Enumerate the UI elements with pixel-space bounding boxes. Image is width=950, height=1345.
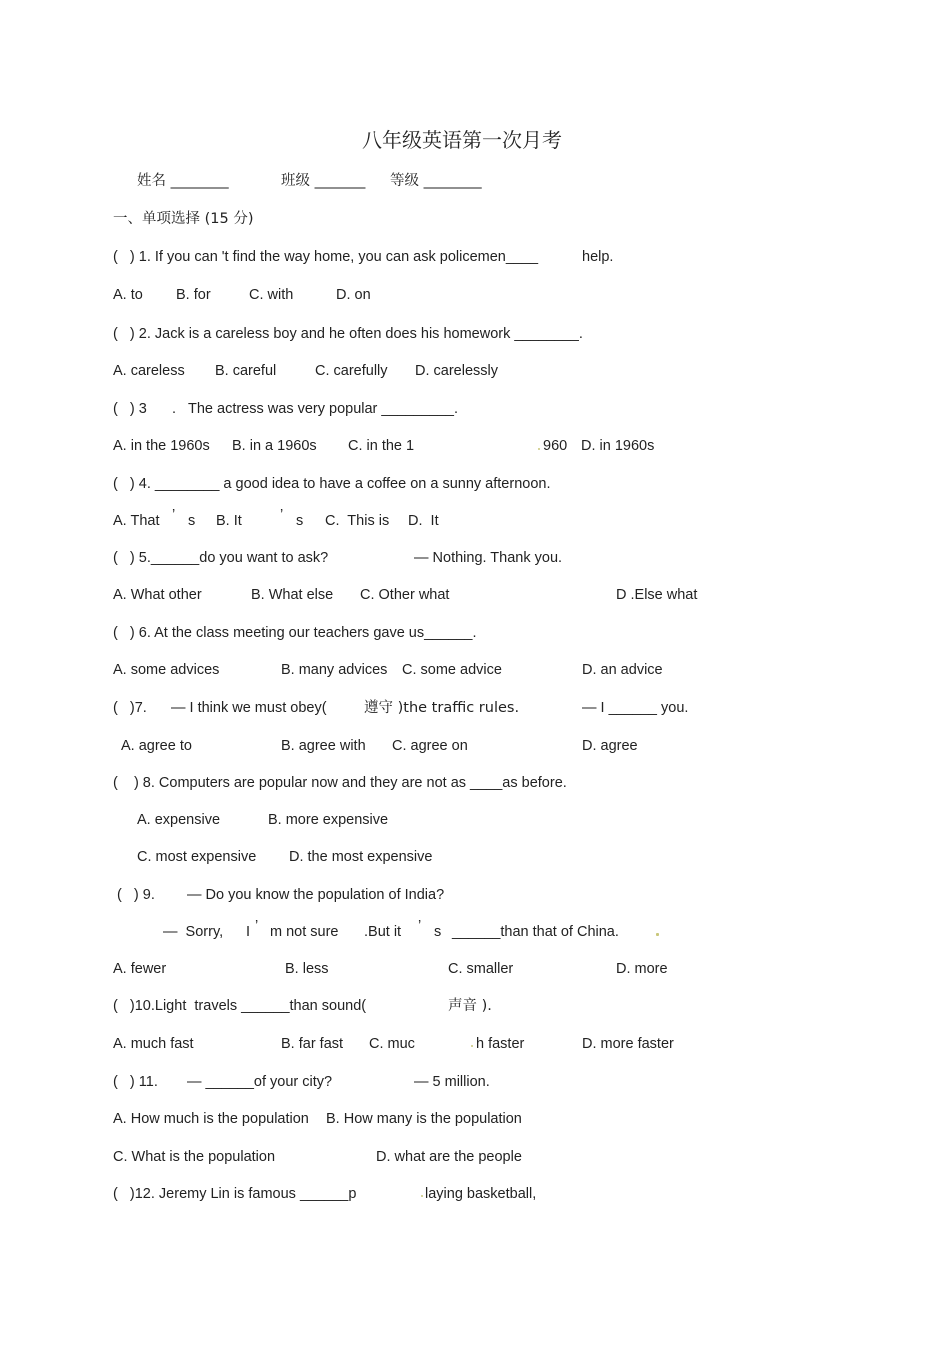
class-field-label: 班级 _______ [281, 173, 366, 189]
speck-mark [538, 448, 540, 450]
question-7-tail: 遵守 )the traffic rules. [364, 700, 520, 716]
q10-option-b: B. far fast [281, 1036, 344, 1052]
question-9-number: ( ) 9. [117, 887, 155, 903]
question-5: ( ) 5.______do you want to ask? [113, 550, 329, 566]
q9-option-d: D. more [616, 961, 668, 977]
q1-option-d: D. on [336, 287, 371, 303]
question-9-reply-s: s [434, 924, 442, 940]
q10-option-c-tail: h faster [476, 1036, 525, 1052]
q2-option-b: B. careful [215, 363, 277, 379]
q11-option-b: B. How many is the population [326, 1111, 522, 1127]
q7-option-a: A. agree to [121, 738, 192, 754]
q4-option-d: D. It [408, 513, 439, 529]
q6-option-b: B. many advices [281, 662, 388, 678]
q10-option-d: D. more faster [582, 1036, 674, 1052]
question-10: ( )10.Light travels ______than sound( [113, 998, 367, 1014]
section-title: 一、单项选择 (15 分) [113, 211, 254, 227]
q9-option-c: C. smaller [448, 961, 514, 977]
q8-option-b: B. more expensive [268, 812, 389, 828]
q6-option-d: D. an advice [582, 662, 663, 678]
q6-option-c: C. some advice [402, 662, 502, 678]
q10-option-a: A. much fast [113, 1036, 194, 1052]
q4-option-b: B. It [216, 513, 242, 529]
q9-option-b: B. less [285, 961, 329, 977]
q4-option-a-apostrophe: ’ [172, 507, 176, 523]
q3-option-d: D. in 1960s [581, 438, 655, 454]
q7-option-d: D. agree [582, 738, 638, 754]
q10-option-c: C. muc [369, 1036, 415, 1052]
question-3-number: ( ) 3 [113, 401, 147, 417]
q8-option-a: A. expensive [137, 812, 221, 828]
question-9-reply-but: .But it [364, 924, 402, 940]
question-2: ( ) 2. Jack is a careless boy and he often does his homework ________. [113, 326, 583, 342]
q1-option-a: A. to [113, 287, 143, 303]
speck-mark [421, 1195, 423, 1197]
q3-option-c-tail: 960 [543, 438, 568, 454]
question-8: ( ) 8. Computers are popular now and they are not as ____as before. [113, 775, 567, 791]
q7-option-c: C. agree on [392, 738, 468, 754]
question-9-reply-end: ______than that of China. [452, 924, 619, 940]
question-1-tail: help. [582, 249, 614, 265]
q5-option-c: C. Other what [360, 587, 450, 603]
question-11-reply: — 5 million. [414, 1074, 490, 1090]
question-9-reply-apostrophe-1: ’ [255, 918, 259, 934]
q4-option-a-s: s [188, 513, 196, 529]
q11-option-c: C. What is the population [113, 1149, 276, 1165]
question-9-reply-start: — Sorry, [163, 924, 224, 940]
q3-option-a: A. in the 1960s [113, 438, 210, 454]
q5-option-b: B. What else [251, 587, 334, 603]
q3-option-c: C. in the 1 [348, 438, 415, 454]
question-7-number: ( )7. [113, 700, 147, 716]
q3-option-b: B. in a 1960s [232, 438, 317, 454]
q1-option-c: C. with [249, 287, 294, 303]
name-field-label: 姓名 ________ [137, 173, 229, 189]
question-9-reply-apostrophe-2: ’ [418, 918, 422, 934]
question-4: ( ) 4. ________ a good idea to have a coffee on a sunny afternoon. [113, 476, 551, 492]
question-9-reply-i: I [246, 924, 251, 940]
question-7-reply: — I ______ you. [582, 700, 689, 716]
q11-option-a: A. How much is the population [113, 1111, 309, 1127]
question-1: ( ) 1. If you can 't find the way home, you can ask policemen____ [113, 249, 539, 265]
q2-option-a: A. careless [113, 363, 185, 379]
question-6: ( ) 6. At the class meeting our teachers gave us______. [113, 625, 477, 641]
speck-mark [656, 933, 659, 936]
q9-option-a: A. fewer [113, 961, 167, 977]
question-3: The actress was very popular _________. [188, 401, 459, 417]
speck-mark [471, 1045, 473, 1047]
q8-option-d: D. the most expensive [289, 849, 433, 865]
question-5-reply: — Nothing. Thank you. [414, 550, 563, 566]
question-12-tail: laying basketball, [425, 1186, 537, 1202]
question-9-reply-mid: m not sure [270, 924, 339, 940]
q2-option-c: C. carefully [315, 363, 388, 379]
q7-option-b: B. agree with [281, 738, 366, 754]
question-12: ( )12. Jeremy Lin is famous ______p [113, 1186, 357, 1202]
exam-title: 八年级英语第一次月考 [362, 128, 562, 152]
q4-option-b-s: s [296, 513, 304, 529]
q8-option-c: C. most expensive [137, 849, 257, 865]
question-11-number: ( ) 11. [113, 1074, 158, 1090]
q11-option-d: D. what are the people [376, 1149, 522, 1165]
q5-option-d: D .Else what [616, 587, 698, 603]
question-9: — Do you know the population of India? [187, 887, 445, 903]
q4-option-b-apostrophe: ’ [280, 507, 284, 523]
grade-field-label: 等级 ________ [390, 173, 482, 189]
question-11: — ______of your city? [187, 1074, 333, 1090]
q6-option-a: A. some advices [113, 662, 220, 678]
question-3-dot: . [172, 401, 177, 417]
q4-option-c: C. This is [325, 513, 390, 529]
q2-option-d: D. carelessly [415, 363, 498, 379]
question-7: — I think we must obey( [171, 700, 327, 716]
q5-option-a: A. What other [113, 587, 202, 603]
q4-option-a: A. That [113, 513, 160, 529]
q1-option-b: B. for [176, 287, 211, 303]
question-10-tail: 声音 ). [448, 998, 492, 1014]
